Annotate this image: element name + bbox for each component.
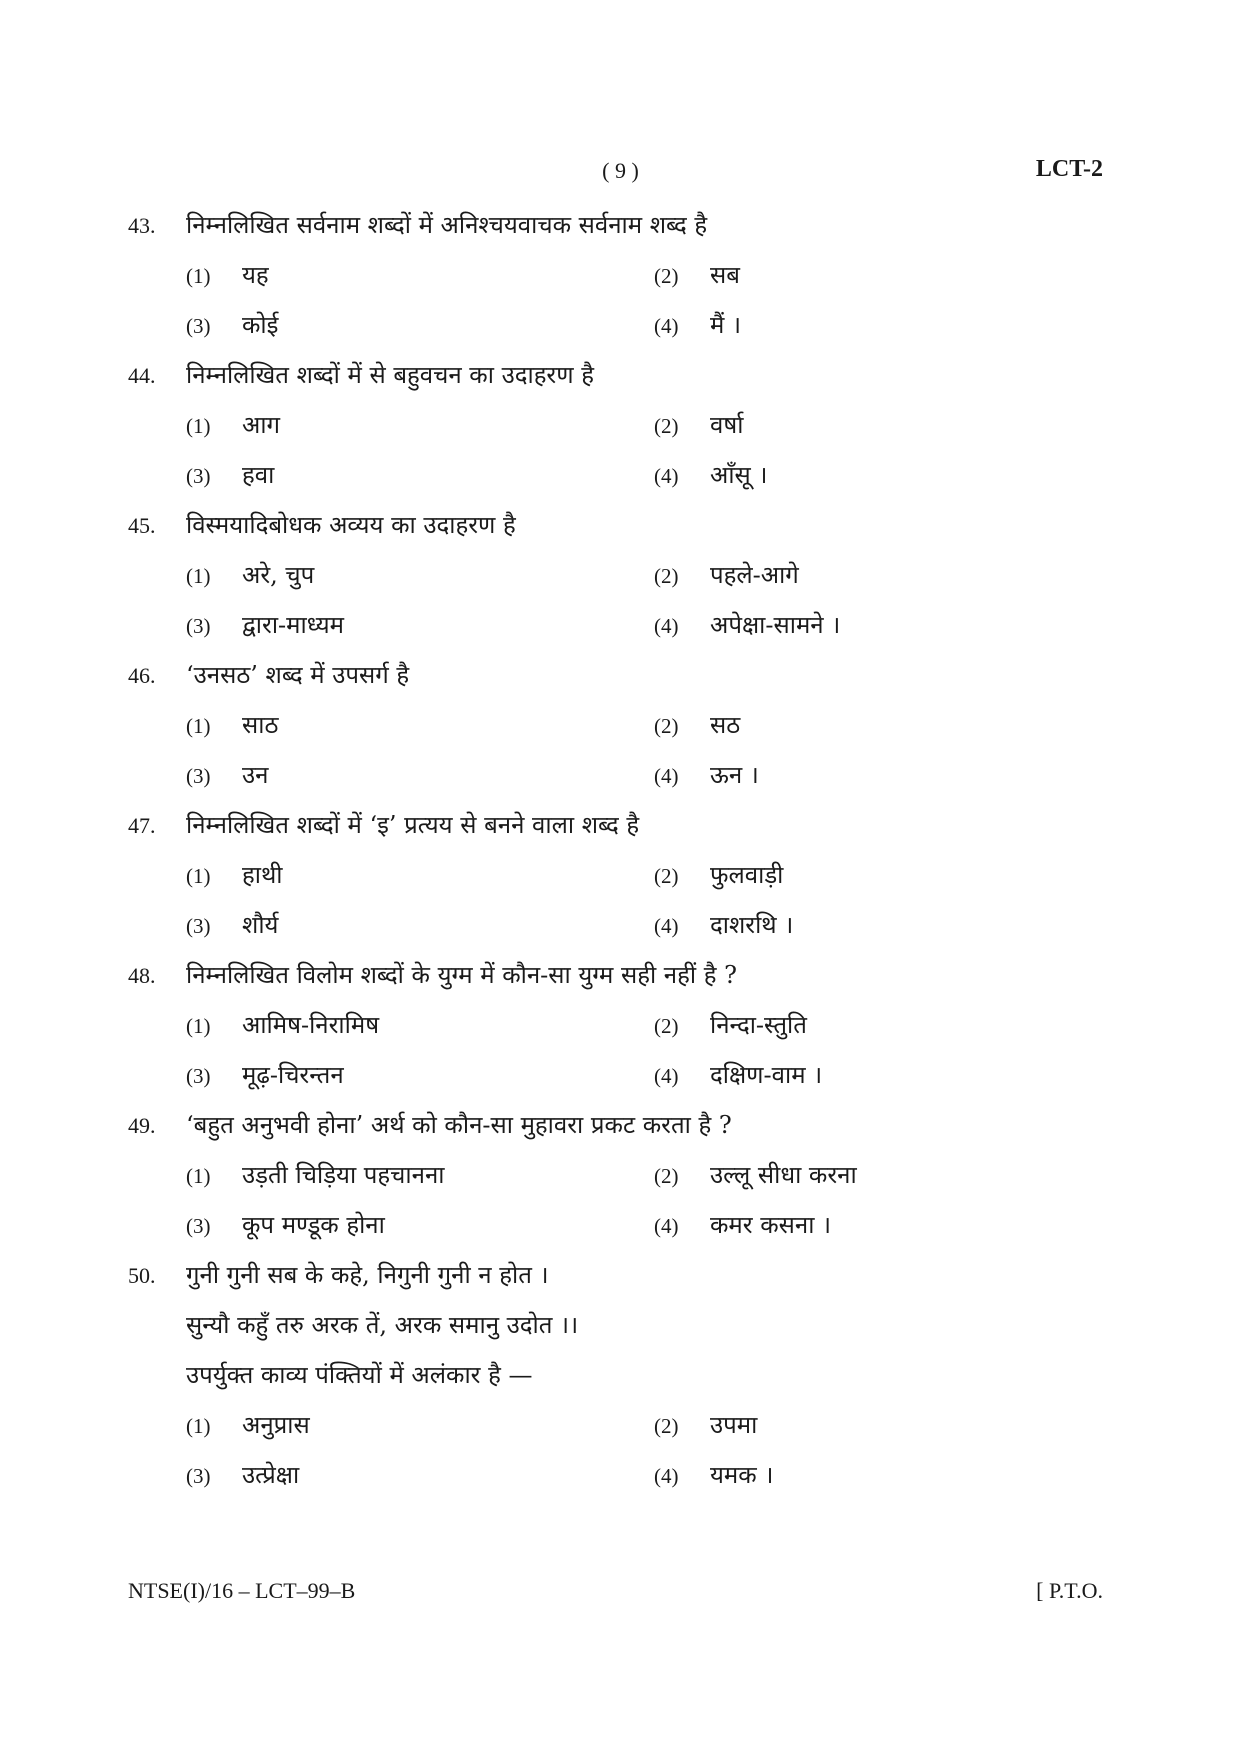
- option: [654, 608, 1122, 641]
- option-number: (1): [186, 414, 211, 438]
- question-number: 48.: [128, 963, 156, 988]
- option-number: (2): [654, 1164, 679, 1188]
- option-text: आमिष-निरामिष: [242, 1011, 380, 1039]
- option: [186, 858, 654, 891]
- question-number: 43.: [128, 213, 156, 238]
- option-text: ऊन ।: [710, 761, 759, 789]
- option-number: (4): [654, 1064, 679, 1088]
- option-text: हवा: [242, 461, 275, 489]
- option-text: यह: [242, 261, 269, 289]
- option: [186, 558, 654, 591]
- footer-pto: [ P.T.O.: [1036, 1578, 1103, 1603]
- option-number: (3): [186, 1064, 211, 1088]
- option-number: (1): [186, 564, 211, 588]
- option: [186, 1158, 654, 1191]
- option-text: अनुप्रास: [242, 1411, 310, 1439]
- question-47: [128, 808, 1118, 958]
- question-text: ‘बहुत अनुभवी होना’ अर्थ को कौन-सा मुहावरा प्रकट करता है ?: [186, 1111, 732, 1139]
- option-text: फुलवाड़ी: [710, 861, 784, 889]
- question-49: [128, 1108, 1118, 1258]
- option-text: अरे, चुप: [242, 561, 315, 589]
- option: [654, 1408, 1122, 1441]
- option-number: (2): [654, 1414, 679, 1438]
- question-text: विस्मयादिबोधक अव्यय का उदाहरण है: [186, 511, 516, 539]
- option-text: सठ: [710, 711, 741, 739]
- option-text: यमक ।: [710, 1461, 774, 1489]
- option-number: (2): [654, 414, 679, 438]
- option-number: (1): [186, 1014, 211, 1038]
- option-text: दक्षिण-वाम ।: [710, 1061, 823, 1089]
- question-text: गुनी गुनी सब के कहे, निगुनी गुनी न होत ।: [186, 1261, 549, 1289]
- option: [186, 708, 654, 741]
- option-number: (4): [654, 314, 679, 338]
- option: [186, 258, 654, 291]
- option: [654, 708, 1122, 741]
- option-number: (3): [186, 764, 211, 788]
- option-number: (2): [654, 264, 679, 288]
- option-number: (4): [654, 1464, 679, 1488]
- option-number: (1): [186, 264, 211, 288]
- option-text: कूप मण्डूक होना: [242, 1211, 385, 1239]
- question-number: 49.: [128, 1113, 156, 1138]
- option: [186, 308, 654, 341]
- question-text: निम्नलिखित विलोम शब्दों के युग्म में कौन-सा युग्म सही नहीं है ?: [186, 961, 737, 989]
- option-text: आँसू ।: [710, 461, 768, 489]
- option: [654, 1008, 1122, 1041]
- option-number: (3): [186, 314, 211, 338]
- option: [654, 408, 1122, 441]
- option-number: (4): [654, 464, 679, 488]
- option: [186, 1408, 654, 1441]
- option-number: (1): [186, 1164, 211, 1188]
- option-text: उपमा: [710, 1411, 758, 1439]
- option-text: उत्प्रेक्षा: [242, 1461, 300, 1489]
- option-number: (4): [654, 914, 679, 938]
- option-text: कोई: [242, 311, 279, 339]
- question-text: निम्नलिखित शब्दों में ‘इ’ प्रत्यय से बनने वाला शब्द है: [186, 811, 640, 839]
- option-text: निन्दा-स्तुति: [710, 1011, 807, 1039]
- option: [654, 308, 1122, 341]
- option: [654, 1058, 1122, 1091]
- option-text: पहले-आगे: [710, 561, 799, 589]
- option: [186, 1458, 654, 1491]
- question-text: निम्नलिखित सर्वनाम शब्दों में अनिश्चयवाचक सर्वनाम शब्द है: [186, 211, 708, 239]
- question-48: [128, 958, 1118, 1108]
- question-44: [128, 358, 1118, 508]
- question-number: 46.: [128, 663, 156, 688]
- option: [186, 408, 654, 441]
- option-text: शौर्य: [242, 911, 279, 939]
- option: [186, 908, 654, 941]
- question-text: निम्नलिखित शब्दों में से बहुवचन का उदाहरण है: [186, 361, 594, 389]
- question-text: ‘उनसठ’ शब्द में उपसर्ग है: [186, 661, 410, 689]
- question-prompt: उपर्युक्त काव्य पंक्तियों में अलंकार है —: [186, 1361, 533, 1389]
- option-number: (3): [186, 464, 211, 488]
- option-text: हाथी: [242, 861, 283, 889]
- option-number: (4): [654, 614, 679, 638]
- option-text: अपेक्षा-सामने ।: [710, 611, 841, 639]
- option: [654, 908, 1122, 941]
- option-text: वर्षा: [710, 411, 744, 439]
- option: [654, 558, 1122, 591]
- option-text: कमर कसना ।: [710, 1211, 832, 1239]
- option: [186, 608, 654, 641]
- option-number: (4): [654, 1214, 679, 1238]
- option-text: द्वारा-माध्यम: [242, 611, 345, 639]
- option: [654, 758, 1122, 791]
- option-number: (3): [186, 914, 211, 938]
- option-number: (3): [186, 1464, 211, 1488]
- option-text: दाशरथि ।: [710, 911, 794, 939]
- option: [654, 858, 1122, 891]
- option-text: सब: [710, 261, 740, 289]
- option: [654, 1208, 1122, 1241]
- page-number: ( 9 ): [602, 158, 639, 183]
- question-number: 44.: [128, 363, 156, 388]
- option-number: (1): [186, 714, 211, 738]
- option-number: (4): [654, 764, 679, 788]
- question-46: [128, 658, 1118, 808]
- question-43: [128, 208, 1118, 358]
- paper-code: LCT-2: [1035, 156, 1103, 182]
- option: [186, 1008, 654, 1041]
- option-number: (2): [654, 864, 679, 888]
- option: [654, 458, 1122, 491]
- option-text: मूढ़-चिरन्तन: [242, 1061, 344, 1089]
- option-text: उड़ती चिड़िया पहचानना: [242, 1161, 445, 1189]
- question-number: 45.: [128, 513, 156, 538]
- verse-line: सुन्यौ कहुँ तरु अरक तें, अरक समानु उदोत ।।: [186, 1311, 579, 1339]
- option-number: (2): [654, 714, 679, 738]
- option-text: मैं ।: [710, 311, 742, 339]
- question-50: [128, 1258, 1118, 1508]
- option-number: (2): [654, 1014, 679, 1038]
- option: [654, 1458, 1122, 1491]
- option: [186, 1208, 654, 1241]
- footer-paper-id: NTSE(I)/16 – LCT–99–B: [128, 1578, 356, 1603]
- option: [186, 458, 654, 491]
- option-text: साठ: [242, 711, 279, 739]
- option-text: उल्लू सीधा करना: [710, 1161, 857, 1189]
- question-list: [128, 208, 1118, 1508]
- option: [186, 758, 654, 791]
- option-number: (3): [186, 614, 211, 638]
- option-text: उन: [242, 761, 269, 789]
- question-45: [128, 508, 1118, 658]
- question-number: 50.: [128, 1263, 156, 1288]
- option: [654, 1158, 1122, 1191]
- option: [186, 1058, 654, 1091]
- option-number: (1): [186, 1414, 211, 1438]
- option-number: (1): [186, 864, 211, 888]
- option: [654, 258, 1122, 291]
- option-number: (3): [186, 1214, 211, 1238]
- question-number: 47.: [128, 813, 156, 838]
- option-text: आग: [242, 411, 281, 439]
- option-number: (2): [654, 564, 679, 588]
